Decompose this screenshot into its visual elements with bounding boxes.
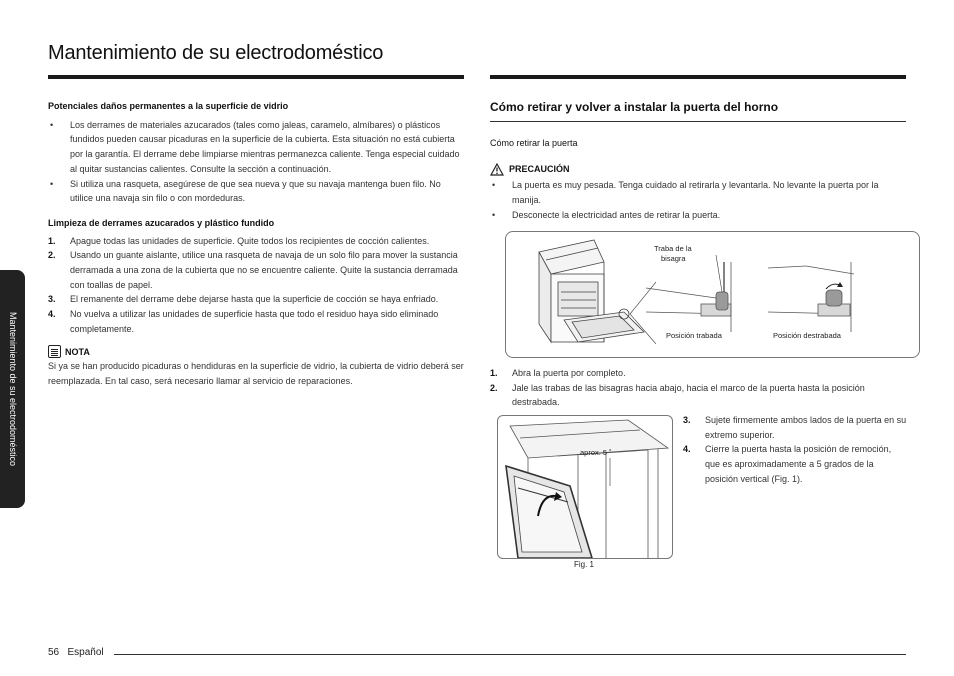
note-icon bbox=[48, 345, 61, 358]
list-item: 3. El remanente del derrame debe dejarse hasta que la superficie de cocción se haya enfriado. bbox=[48, 294, 439, 305]
note-text: Si ya se han producido picaduras o hendiduras en la superficie de vidrio, la cubierta de vidrio deberá ser reemplazada. En tal caso, será necesario llamar al servicio de reparaciones. bbox=[48, 361, 464, 386]
hinge-lock-label-line1: Traba de la bbox=[654, 244, 692, 253]
door-angle-figure bbox=[497, 415, 673, 559]
hinge-figure bbox=[505, 231, 920, 358]
right-steps-a bbox=[490, 366, 906, 410]
glass-damage-list bbox=[48, 118, 466, 206]
list-item: 1. Apague todas las unidades de superficie. Quite todos los recipientes de cocción calientes. bbox=[48, 235, 430, 246]
remove-steps-list bbox=[490, 366, 906, 410]
page-footer bbox=[48, 647, 104, 658]
figure-caption: Fig. 1 bbox=[574, 560, 595, 569]
glass-damage-heading: Potenciales daños permanentes a la superficie de vidrio bbox=[48, 101, 289, 111]
unlocked-position-label: Posición destrabada bbox=[773, 331, 841, 340]
caution-label: PRECAUCIÓN bbox=[509, 163, 570, 174]
door-angle-illustration bbox=[498, 416, 672, 558]
page-language: Español bbox=[67, 647, 104, 658]
list-item: 4. No vuelva a utilizar las unidades de superficie hasta que todo el residuo haya sido eliminado completamente. bbox=[48, 309, 439, 334]
caution-list bbox=[490, 178, 906, 222]
hinge-lock-label-line2: bisagra bbox=[661, 254, 686, 263]
list-item: • Desconecte la electricidad antes de retirar la puerta. bbox=[490, 208, 906, 223]
list-item: 3. Sujete firmemente ambos lados de la puerta en su extremo superior. bbox=[683, 415, 907, 440]
list-item: • La puerta es muy pesada. Tenga cuidado al retirarla y levantarla. No levante la puerta por la manija. bbox=[490, 178, 906, 207]
side-tab-label: Mantenimiento de su electrodoméstico bbox=[7, 311, 18, 467]
left-column bbox=[48, 99, 466, 389]
caution-heading bbox=[490, 162, 906, 177]
list-item: 4. Cierre la puerta hasta la posición de remoción, que es aproximadamente a 5 grados de la posición vertical (Fig. 1). bbox=[683, 444, 892, 484]
angle-label: aprox. 5 ˚ bbox=[580, 448, 612, 457]
right-steps-b bbox=[683, 413, 908, 487]
footer-rule bbox=[114, 654, 906, 655]
right-header-rule bbox=[490, 75, 906, 79]
hinge-illustration bbox=[506, 232, 919, 357]
note-label: NOTA bbox=[65, 346, 90, 357]
page-title: Mantenimiento de su electrodoméstico bbox=[48, 42, 384, 64]
list-item: • Los derrames de materiales azucarados (tales como jaleas, caramelo, almíbares) o plásticos fundidos pueden causar picaduras en la superficie de la cubierta. Esta situación no está cubierta por la garantía. El derrame debe limpiarse mientras permanezca caliente. Tenga especial cuidado al quitar sustancias calientes. Consulte la sección a continuación. bbox=[48, 118, 466, 177]
list-item: • Si utiliza una rasqueta, asegúrese de que sea nueva y que su navaja mantenga buen filo. No utilice una navaja sin filo o con mordeduras. bbox=[48, 177, 466, 206]
list-item: 2. Jale las trabas de las bisagras hacia abajo, hacia el marco de la puerta hasta la posición destrabada. bbox=[490, 382, 865, 408]
spill-cleaning-heading: Limpieza de derrames azucarados y plástico fundido bbox=[48, 217, 275, 228]
side-chapter-tab[interactable] bbox=[0, 270, 25, 508]
remove-door-heading: Cómo retirar la puerta bbox=[490, 138, 578, 148]
right-column-top bbox=[490, 136, 906, 223]
spill-steps-list bbox=[48, 234, 466, 337]
left-header-rule bbox=[48, 75, 464, 79]
page-number: 56 bbox=[48, 647, 60, 658]
remove-steps-list-continued bbox=[683, 413, 908, 487]
section-title: Cómo retirar y volver a instalar la puerta del horno bbox=[490, 100, 779, 114]
locked-position-label: Posición trabada bbox=[666, 331, 722, 340]
note-heading bbox=[48, 345, 466, 360]
list-item: 1. Abra la puerta por completo. bbox=[490, 368, 626, 378]
warning-triangle-icon bbox=[490, 163, 504, 176]
section-title-rule bbox=[490, 121, 906, 122]
list-item: 2. Usando un guante aislante, utilice una rasqueta de navaja de un solo filo para mover la sustancia derramada a una zona de la cubierta que no se encuentre caliente. Quite la sustancia derramada con toallas de papel. bbox=[48, 250, 458, 290]
